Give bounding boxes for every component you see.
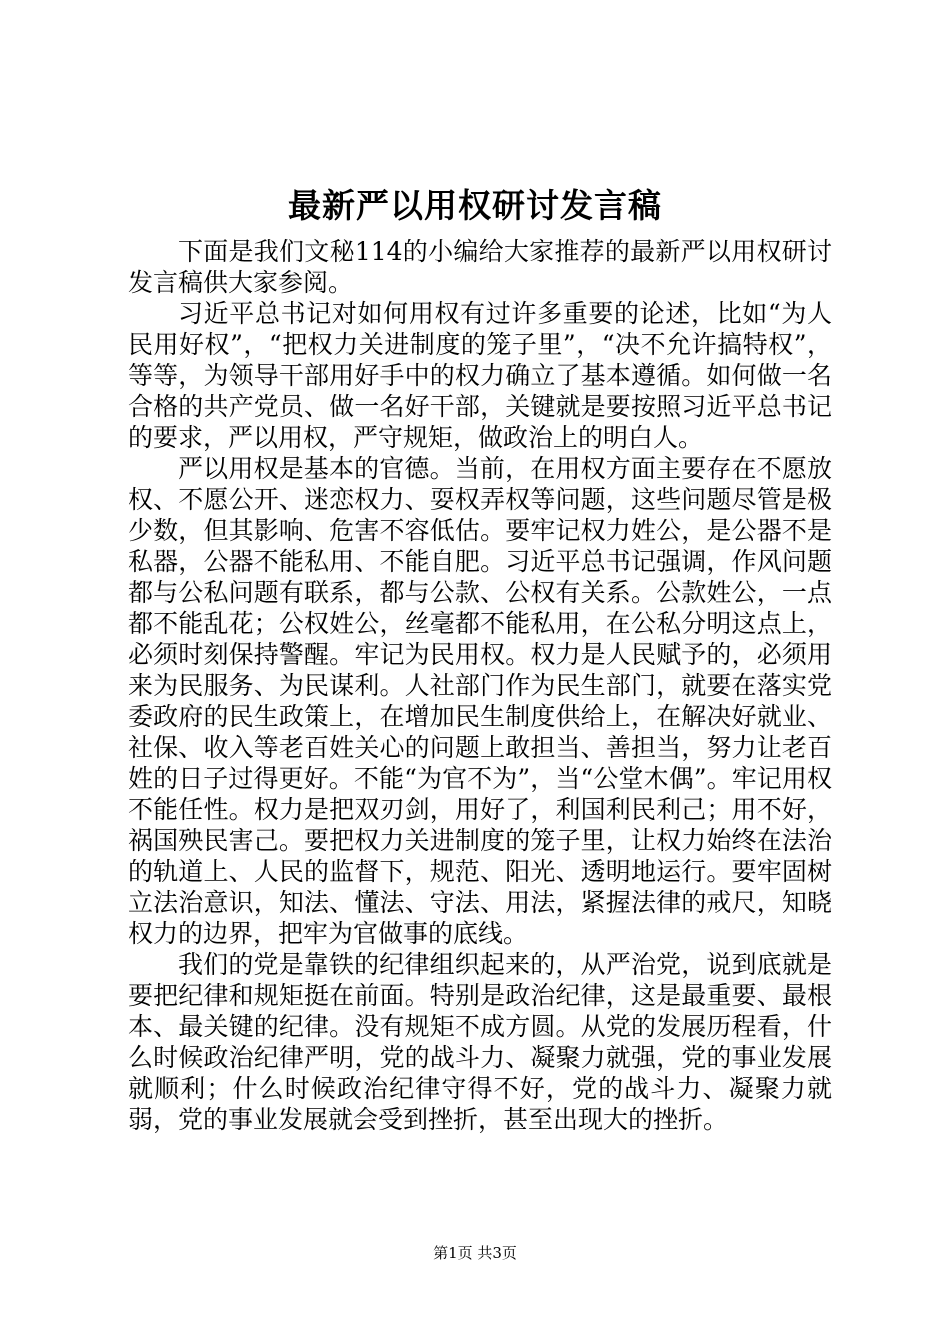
- page-footer: 第1页 共3页: [433, 1244, 517, 1262]
- document-title: 最新严以用权研讨发言稿: [288, 186, 662, 225]
- paragraph-party-discipline: 我们的党是靠铁的纪律组织起来的，从严治党，说到底就是要把纪律和规矩挺在前面。特别是政治纪律，这是最重要、最根本、最关键的纪律。没有规矩不成方圆。从党的发展历程看，什么时候政治纪律严明，党的战斗力、凝聚力就强，党的事业发展就顺利；什么时候政治纪律守得不好，党的战斗力、凝聚力就弱，党的事业发展就会受到挫折，甚至出现大的挫折。: [128, 950, 832, 1134]
- paragraph-official-ethics: 严以用权是基本的官德。当前，在用权方面主要存在不愿放权、不愿公开、迷恋权力、耍权弄权等问题，这些问题尽管是极少数，但其影响、危害不容低估。要牢记权力姓公，是公器不是私器，公器不能私用、不能自肥。习近平总书记强调，作风问题都与公私问题有联系，都与公款、公权有关系。公款姓公，一点都不能乱花；公权姓公，丝毫都不能私用，在公私分明这点上，必须时刻保持警醒。牢记为民用权。权力是人民赋予的，必须用来为民服务、为民谋利。人社部门作为民生部门，就要在落实党委政府的民生政策上，在增加民生制度供给上，在解决好就业、社保、收入等老百姓关心的问题上敢担当、善担当，努力让老百姓的日子过得更好。不能“为官不为”，当“公堂木偶”。牢记用权不能任性。权力是把双刃剑，用好了，利国利民利己；用不好，祸国殃民害己。要把权力关进制度的笼子里，让权力始终在法治的轨道上、人民的监督下，规范、阳光、透明地运行。要牢固树立法治意识，知法、懂法、守法、用法，紧握法律的戒尺，知晓权力的边界，把牢为官做事的底线。: [128, 454, 832, 948]
- document-body: [128, 236, 832, 1135]
- paragraph-intro: 下面是我们文秘114的小编给大家推荐的最新严以用权研讨发言稿供大家参阅。: [128, 237, 832, 297]
- paragraph-xi-on-power: 习近平总书记对如何用权有过许多重要的论述，比如“为人民用好权”，“把权力关进制度的笼子里”，“决不允许搞特权”，等等，为领导干部用好手中的权力确立了基本遵循。如何做一名合格的共产党员、做一名好干部，关键就是要按照习近平总书记的要求，严以用权，严守规矩，做政治上的明白人。: [128, 299, 832, 452]
